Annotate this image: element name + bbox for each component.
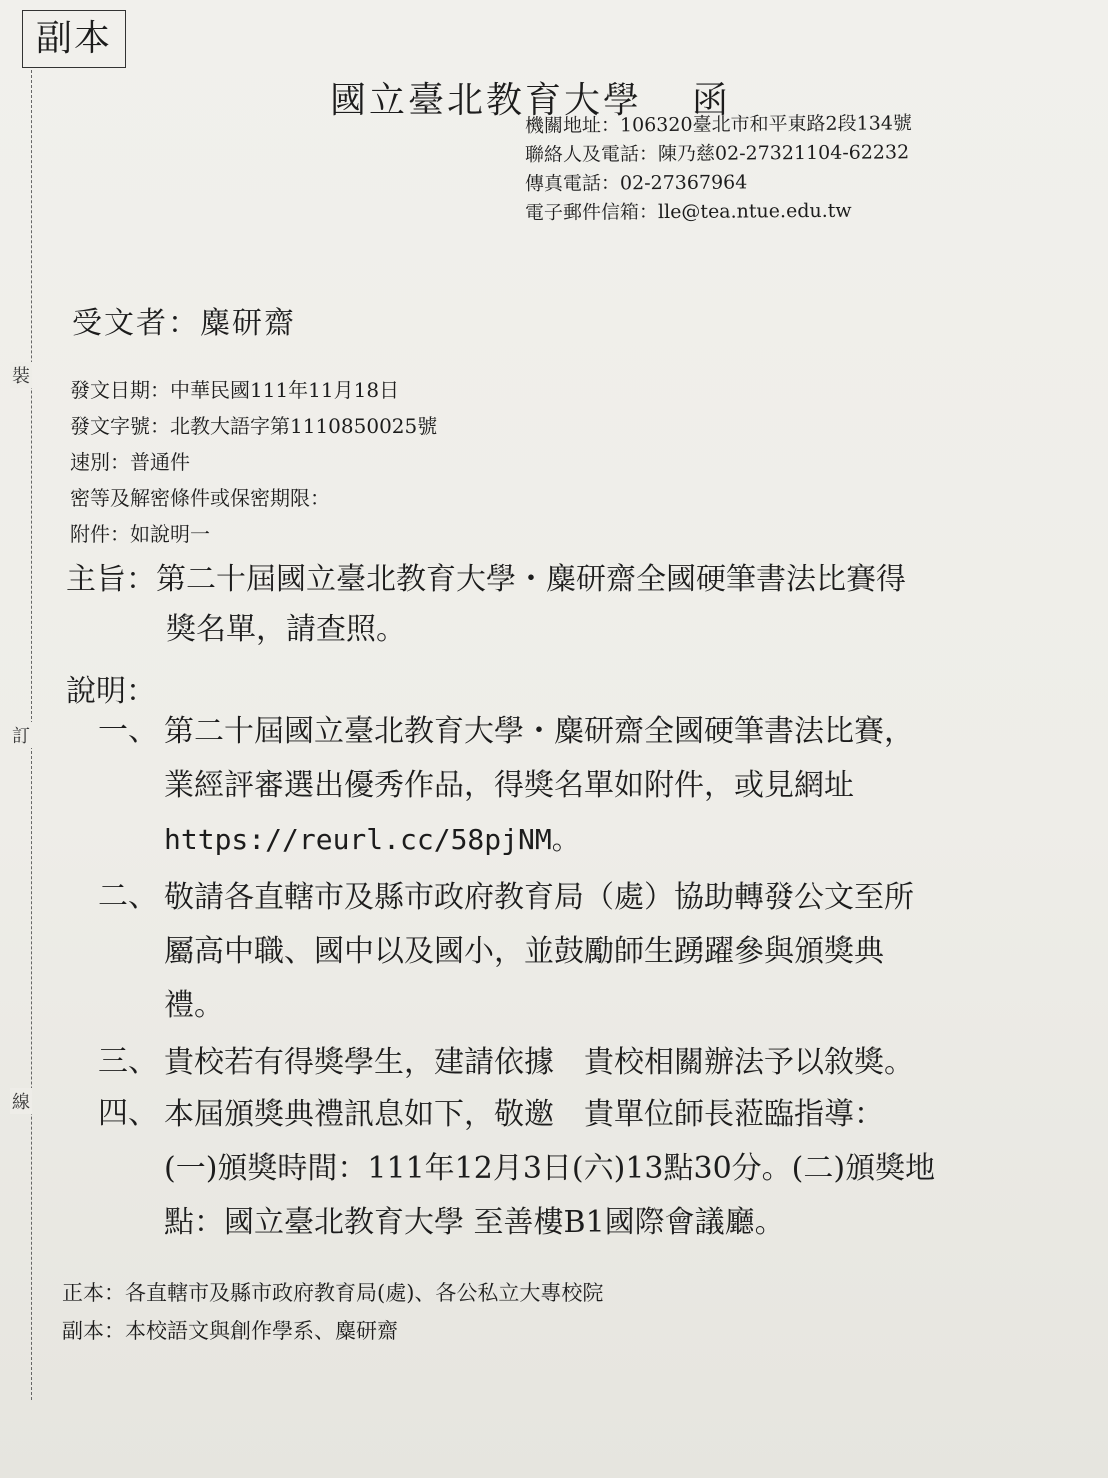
attachment: 附件：如說明一 xyxy=(70,522,210,546)
item-line: (一)頒獎時間：111年12月3日(六)13點30分。(二)頒獎地 xyxy=(164,1151,936,1186)
agency-address: 機關地址：106320臺北市和平東路2段134號 xyxy=(524,112,912,137)
secrecy-level: 密等及解密條件或保密期限： xyxy=(70,486,330,510)
item-line: 業經評審選出優秀作品，得獎名單如附件，或見網址 xyxy=(164,768,854,803)
fax-number: 傳真電話：02-27367964 xyxy=(524,171,748,195)
subject-label: 主旨： xyxy=(66,562,156,597)
recipient: 受文者：麋研齋 xyxy=(72,306,296,341)
binding-mark-xian: 線 xyxy=(10,1088,32,1114)
explanation-item xyxy=(98,1088,935,1250)
meta-block xyxy=(70,372,437,552)
explanation-label: 說明： xyxy=(66,674,156,709)
explanation-item xyxy=(98,705,935,867)
distribution-block xyxy=(62,1274,603,1350)
item-number: 四、 xyxy=(98,1096,158,1131)
delivery-speed: 速別：普通件 xyxy=(70,450,190,474)
item-line: 貴校若有得獎學生，建請依據 貴校相關辦法予以敘獎。 xyxy=(164,1045,914,1080)
reference-number: 發文字號：北教大語字第1110850025號 xyxy=(70,414,438,438)
issuer-name: 國立臺北教育大學 xyxy=(330,80,643,121)
item-line: 本屆頒獎典禮訊息如下，敬邀 貴單位師長蒞臨指導： xyxy=(164,1097,884,1132)
item-line: 點：國立臺北教育大學 至善樓B1國際會議廳。 xyxy=(164,1205,785,1240)
item-line: 敬請各直轄市及縣市政府教育局（處）協助轉發公文至所 xyxy=(164,880,914,915)
binding-mark-ding: 訂 xyxy=(10,722,32,748)
document-type: 函 xyxy=(692,80,732,121)
subject-line-2: 獎名單，請查照。 xyxy=(166,612,406,647)
explanation-item xyxy=(98,1036,935,1090)
item-number: 二、 xyxy=(98,879,158,914)
contact-person-phone: 聯絡人及電話：陳乃慈02-27321104-62232 xyxy=(524,141,910,166)
award-list-link[interactable]: https://reurl.cc/58pjNM。 xyxy=(164,823,580,856)
item-line: 禮。 xyxy=(164,988,224,1023)
subject-line-1: 第二十屆國立臺北教育大學・麋研齋全國硬筆書法比賽得 xyxy=(156,562,906,597)
item-line: 第二十屆國立臺北教育大學・麋研齋全國硬筆書法比賽， xyxy=(164,714,914,749)
original-recipients: 正本：各直轄市及縣市政府教育局(處)、各公私立大專校院 xyxy=(62,1281,604,1305)
email-address: 電子郵件信箱：lle@tea.ntue.edu.tw xyxy=(524,199,852,224)
copy-stamp: 副本 xyxy=(22,10,126,68)
item-number: 三、 xyxy=(98,1044,158,1079)
item-number: 一、 xyxy=(98,713,158,748)
copy-recipients: 副本：本校語文與創作學系、麋研齋 xyxy=(62,1319,398,1343)
item-line: 屬高中職、國中以及國小，並鼓勵師生踴躍參與頒獎典 xyxy=(164,934,884,969)
subject-block xyxy=(66,555,906,655)
issue-date: 發文日期：中華民國111年11月18日 xyxy=(70,378,400,402)
binding-mark-zhuang: 裝 xyxy=(10,362,32,388)
explanation-items xyxy=(98,705,935,1250)
contact-block xyxy=(525,112,912,228)
explanation-item xyxy=(98,871,935,1033)
